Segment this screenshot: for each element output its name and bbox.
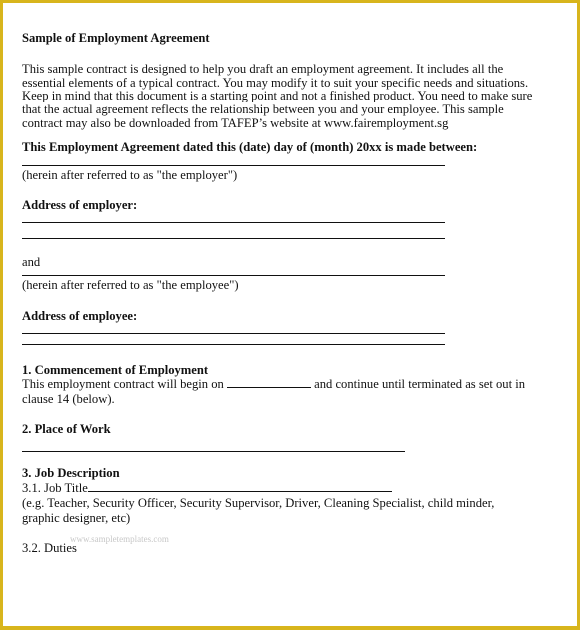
document-title: Sample of Employment Agreement: [22, 31, 210, 45]
intro-line: This sample contract is designed to help you draft an employment agreement. It includes all the: [22, 62, 504, 76]
section3-heading: 3. Job Description: [22, 466, 120, 480]
employee-address-line-2[interactable]: [22, 344, 445, 345]
job-title-label: 3.1. Job Title: [22, 481, 88, 495]
job-title-blank[interactable]: [88, 481, 392, 492]
section1-line2: clause 14 (below).: [22, 392, 115, 406]
intro-line: Keep in mind that this document is a starting point and not a finished product. You need to make sure: [22, 90, 533, 102]
address-employer-label: Address of employer:: [22, 198, 138, 212]
start-date-blank[interactable]: [227, 377, 311, 388]
intro-paragraph: [22, 62, 562, 130]
intro-line: contract may also be downloaded from TAFEP’s website at www.fairemployment.sg: [22, 116, 449, 130]
section2-heading: 2. Place of Work: [22, 422, 111, 436]
and-label: and: [22, 255, 41, 269]
employer-note: (herein after referred to as "the employer"): [22, 168, 238, 182]
duties-row: [22, 534, 562, 555]
intro-line: that the actual agreement reflects the relationship between you and your employee. This sample: [22, 102, 504, 116]
examples-line2-row: [22, 511, 562, 525]
section1-heading: 1. Commencement of Employment: [22, 363, 209, 377]
intro-line: essential elements of a typical contract. You may modify it to suit your specific needs and situations.: [22, 76, 529, 90]
examples-line2: graphic designer, etc): [22, 511, 131, 525]
section1-text-before: This employment contract will begin on: [22, 377, 224, 391]
place-of-work-line[interactable]: [22, 451, 405, 452]
agreement-heading: This Employment Agreement dated this (date) day of (month) 20xx is made between:: [22, 140, 478, 154]
address-employee-label: Address of employee:: [22, 309, 138, 323]
document-page: [22, 31, 562, 555]
section1-text-after: and continue until terminated as set out in: [314, 377, 526, 391]
examples-line1: (e.g. Teacher, Security Officer, Security Supervisor, Driver, Cleaning Specialist, child minder,: [22, 496, 495, 510]
section1-line1: [22, 377, 562, 391]
employee-note: (herein after referred to as "the employee"): [22, 278, 239, 292]
job-title-row: [22, 481, 562, 495]
employee-name-line[interactable]: [22, 275, 445, 276]
duties-label: 3.2. Duties: [22, 541, 77, 555]
watermark-text: www.sampletemplates.com: [70, 534, 169, 544]
employer-address-line-2[interactable]: [22, 238, 445, 239]
employer-name-line[interactable]: [22, 165, 445, 166]
